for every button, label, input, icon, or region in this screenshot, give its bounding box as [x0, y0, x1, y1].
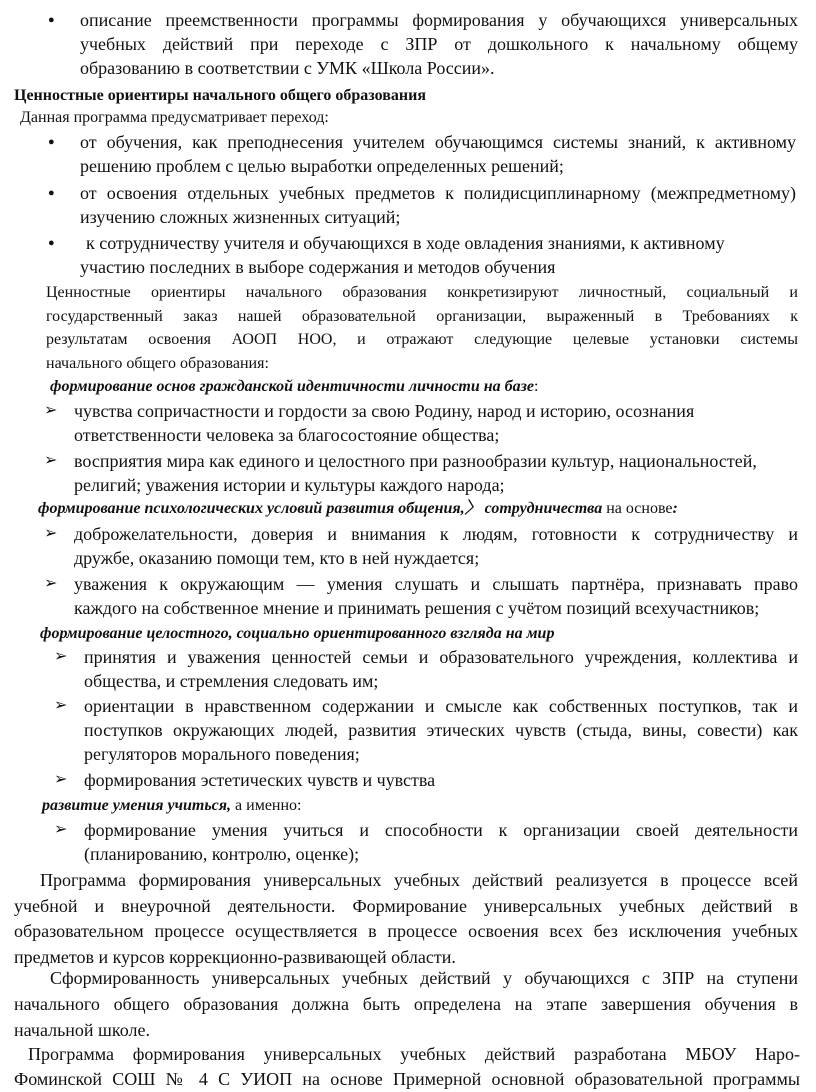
list-item	[84, 694, 798, 766]
text-line: дружбе, оказанию помощи тем, кто в ней нуждается;	[74, 548, 480, 568]
list-item	[74, 572, 798, 620]
list-item	[80, 130, 796, 178]
group-heading-text: формирование основ гражданской идентичности личности на базе	[50, 378, 534, 395]
text-line: поступков окружающих людей, развития этических чувств (стыда, вины, совести) как	[84, 720, 798, 740]
bullet-continuation	[80, 8, 798, 80]
text-line: ➢ принятия и уважения ценностей семьи и образовательного учреждения, коллектива и	[84, 647, 798, 667]
text-line: начального общего образования:	[46, 354, 269, 372]
text-line: начальной школе.	[14, 1020, 150, 1040]
text-line: образованию в соответствии с УМК «Школа России».	[80, 58, 495, 78]
text-line: ● от обучения, как преподнесения учителем обучающимся системы знаний, к активному	[80, 132, 796, 152]
group-heading	[50, 375, 538, 398]
list-item	[84, 645, 798, 693]
text-line: Сформированность универсальных учебных действий у обучающихся с ЗПР на ступени	[50, 968, 798, 988]
text-line: государственный заказ нашей образовательной организации, выраженный в Требованиях к	[46, 307, 798, 325]
text-line: изучению сложных жизненных ситуаций;	[80, 207, 401, 227]
intro-text: Данная программа предусматривает переход:	[20, 109, 329, 126]
group-heading	[38, 497, 678, 520]
text-line: ➢ формирование умения учиться и способности к организации своей деятельности	[84, 820, 798, 840]
paragraph	[14, 868, 798, 970]
text-line: каждого на собственное мнение и принимать решения с учётом позиций всехучастников;	[74, 598, 760, 618]
paragraph	[14, 1042, 800, 1092]
list-item	[74, 522, 798, 570]
text-line: ● от освоения отдельных учебных предметов к полидисциплинарному (межпредметному)	[80, 183, 796, 203]
text-line: ➢ ориентации в нравственном содержании и смысле как собственных поступков, так и	[84, 696, 798, 716]
text-line: ответственности человека за благосостояние общества;	[74, 425, 500, 445]
text-line: общества, и стремления следовать им;	[84, 671, 379, 691]
values-paragraph	[46, 281, 798, 375]
text-line: предметов и курсов коррекционно-развивающей области.	[14, 946, 456, 967]
text-line: результатам освоения АООП НОО, и отражают следующие целевые установки системы	[46, 331, 798, 348]
text-line: ➢ восприятия мира как единого и целостного при разнообразии культур, национальностей,	[74, 451, 757, 471]
list-item	[84, 818, 798, 866]
group-heading-text: развитие умения учиться,	[42, 797, 232, 814]
text-line: учебных действий при переходе с ЗПР от дошкольного к начальному общему	[80, 34, 798, 54]
text-line: ● к сотрудничеству учителя и обучающихся в ходе овладения знаниями, к активному	[86, 233, 725, 253]
text-line: ➢ уважения к окружающим — умения слушать и слышать партнёра, признавать право	[74, 574, 798, 594]
group-heading	[42, 794, 302, 817]
text-line: регуляторов морального поведения;	[84, 744, 360, 764]
text-line: начального общего образования должна быть определена на этапе завершения обучения в	[14, 994, 798, 1014]
text-line: решению проблем с целью выработки определенных решений;	[80, 156, 564, 176]
text-line: участию последних в выборе содержания и методов обучения	[80, 257, 556, 277]
section-heading: Ценностные ориентиры начального общего образования	[14, 87, 426, 104]
group-heading-text: формирование психологических условий развития общения,	[38, 500, 465, 517]
list-item	[80, 181, 796, 229]
group-heading: формирование целостного, социально ориентированного взгляда на мир	[40, 625, 555, 642]
text-line: (планированию, контролю, оценке);	[84, 844, 360, 864]
paragraph	[14, 965, 798, 1043]
text-line: образовательном процессе осуществляется в процессе освоения всех без исключения учебных	[14, 921, 798, 941]
group-heading-tail: а именно:	[231, 797, 302, 814]
text-line: Программа формирования универсальных учебных действий реализуется в процессе всей	[40, 870, 798, 890]
group-heading-text: 〉 сотрудничества	[464, 500, 603, 517]
text-line: учебной и внеурочной деятельности. Формирование универсальных учебных действий в	[14, 895, 798, 916]
text-line: ➢ формирования эстетических чувств и чувства	[84, 770, 436, 790]
list-item	[84, 768, 684, 792]
list-item	[80, 231, 796, 279]
text-line: ➢ доброжелательности, доверия и внимания к людям, готовности к сотрудничеству и	[74, 524, 798, 544]
text-line: религий; уважения истории и культуры каждого народа;	[74, 475, 505, 495]
text-line: Фоминской СОШ № 4 С УИОП на основе Примерной основной образовательной программы	[14, 1069, 800, 1089]
text-line: ➢ чувства сопричастности и гордости за свою Родину, народ и историю, осознания	[74, 401, 695, 421]
group-heading-tail: :	[672, 500, 678, 517]
text-line: Программа формирования универсальных учебных действий разработана МБОУ Наро-	[28, 1044, 800, 1064]
group-heading-tail: :	[533, 378, 539, 395]
text-line: Ценностные ориентиры начального образования конкретизируют личностный, социальный и	[46, 284, 798, 301]
list-item	[74, 449, 792, 497]
text-line: ● описание преемственности программы формирования у обучающихся универсальных	[80, 10, 798, 30]
group-heading-tail: на основе	[602, 500, 673, 517]
list-item	[74, 399, 774, 447]
